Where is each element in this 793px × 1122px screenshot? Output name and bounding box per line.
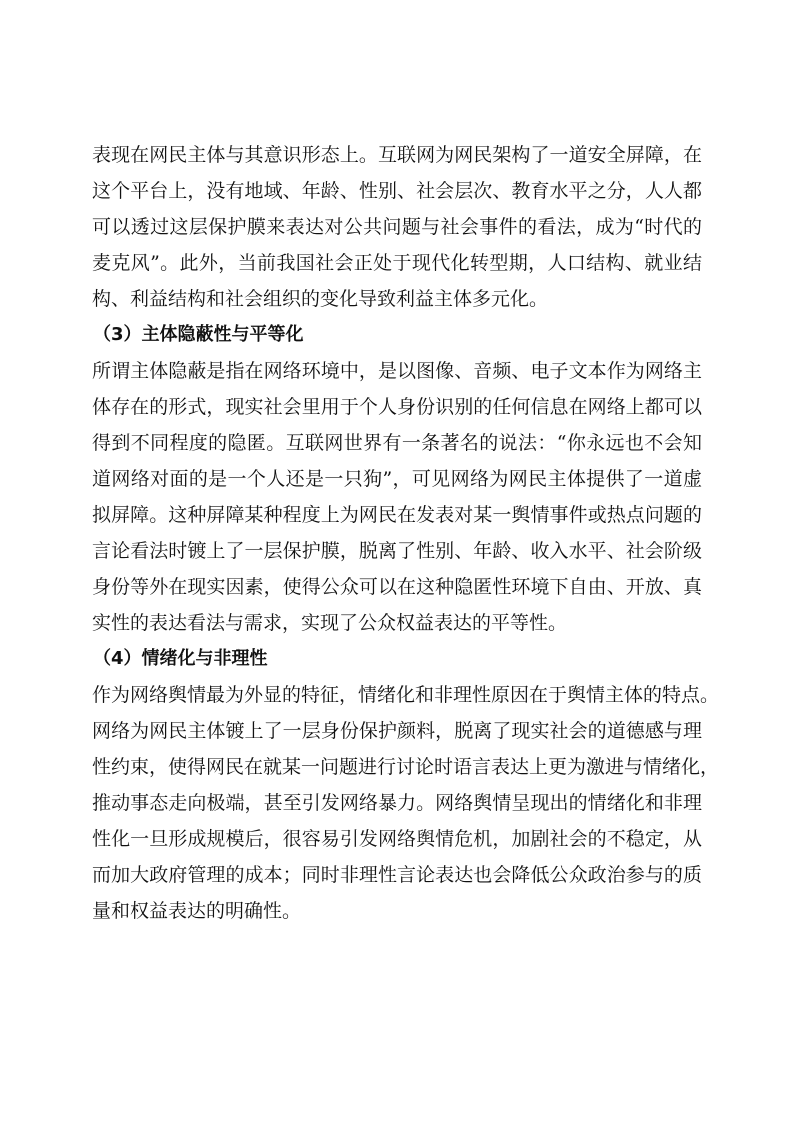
text-line: 可以透过这层保护膜来表达对公共问题与社会事件的看法，成为“时代的 — [92, 216, 702, 238]
text-line: 而加大政府管理的成本；同时非理性言论表达也会降低公众政治参与的质 — [92, 864, 702, 886]
section-heading-4: （4）情绪化与非理性 — [93, 648, 268, 669]
text-line: 身份等外在现实因素，使得公众可以在这种隐匿性环境下自由、开放、真 — [92, 576, 702, 598]
text-line: 性化一旦形成规模后，很容易引发网络舆情危机，加剧社会的不稳定，从 — [92, 828, 702, 850]
text-line: 实性的表达看法与需求，实现了公众权益表达的平等性。 — [92, 612, 568, 634]
text-line: 网络为网民主体镀上了一层身份保护颜料，脱离了现实社会的道德感与理 — [92, 720, 702, 742]
text-line: 性约束，使得网民在就某一问题进行讨论时语言表达上更为激进与情绪化， — [92, 756, 720, 778]
text-line: 得到不同程度的隐匿。互联网世界有一条著名的说法：“你永远也不会知 — [92, 432, 702, 454]
text-line: 推动事态走向极端，甚至引发网络暴力。网络舆情呈现出的情绪化和非理 — [92, 792, 702, 814]
text-line: 拟屏障。这种屏障某种程度上为网民在发表对某一舆情事件或热点问题的 — [92, 504, 702, 526]
text-line: 量和权益表达的明确性。 — [92, 900, 302, 922]
text-line: 麦克风”。此外，当前我国社会正处于现代化转型期，人口结构、就业结 — [92, 252, 702, 274]
text-line: 表现在网民主体与其意识形态上。互联网为网民架构了一道安全屏障，在 — [92, 144, 702, 166]
text-line: 作为网络舆情最为外显的特征，情绪化和非理性原因在于舆情主体的特点。 — [92, 684, 720, 706]
text-line: 这个平台上，没有地域、年龄、性别、社会层次、教育水平之分，人人都 — [92, 180, 702, 202]
section-heading-3: （3）主体隐蔽性与平等化 — [93, 324, 304, 345]
text-line: 所谓主体隐蔽是指在网络环境中，是以图像、音频、电子文本作为网络主 — [92, 360, 702, 382]
text-line: 构、利益结构和社会组织的变化导致利益主体多元化。 — [92, 288, 549, 310]
text-line: 道网络对面的是一个人还是一只狗”，可见网络为网民主体提供了一道虚 — [92, 468, 702, 490]
text-line: 体存在的形式，现实社会里用于个人身份识别的任何信息在网络上都可以 — [92, 396, 702, 418]
text-line: 言论看法时镀上了一层保护膜，脱离了性别、年龄、收入水平、社会阶级 — [92, 540, 702, 562]
